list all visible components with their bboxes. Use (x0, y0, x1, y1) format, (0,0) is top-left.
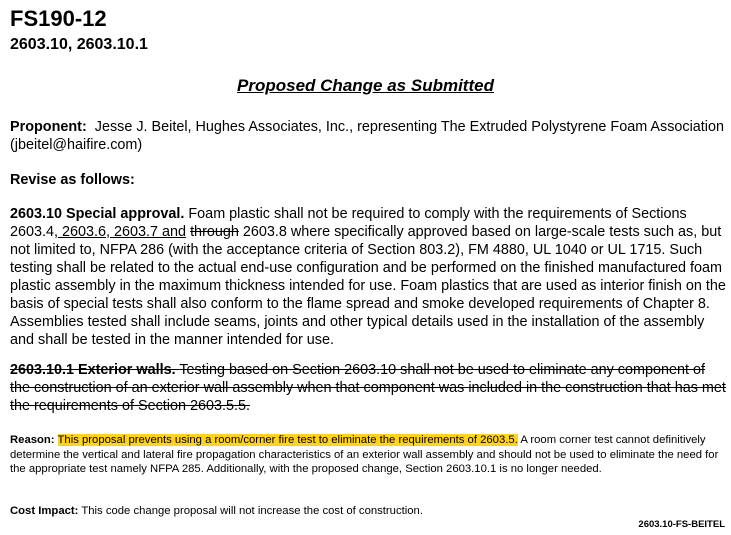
footer-identifier: 2603.10-FS-BEITEL (638, 519, 725, 530)
proposal-code-id: FS190-12 (10, 6, 107, 31)
reason-label: Reason: (10, 434, 55, 446)
special-approval-text-1: Foam plastic shall not be required to comply with the requirements of Sections 2603.4 (10, 206, 687, 240)
proponent-paragraph (10, 118, 726, 154)
section-heading: Proposed Change as Submitted (237, 76, 494, 95)
reason-text: A room corner test cannot definitively determine the vertical and lateral fire propagation characteristics of an exterior wall assembly and should not be used to eliminate the need for the appropriate test namely NFPA 285. Additionally, with the proposed change, Section 2603.10.1 is no longer needed. (10, 434, 719, 475)
exterior-walls-title: 2603.10.1 Exterior walls. (10, 362, 176, 378)
exterior-walls-paragraph (10, 361, 726, 415)
cost-impact-paragraph (10, 504, 726, 519)
cost-impact-text: This code change proposal will not increase the cost of construction. (81, 505, 423, 517)
special-approval-paragraph (10, 205, 726, 349)
proponent-text: Jesse J. Beitel, Hughes Associates, Inc., representing The Extruded Polystyrene Foam Association (jbeitel@haifire.com) (10, 119, 724, 153)
reason-paragraph (10, 433, 726, 477)
revise-instruction: Revise as follows: (10, 172, 135, 188)
inserted-text: , 2603.6, 2603.7 and (54, 224, 187, 240)
special-approval-title: 2603.10 Special approval. (10, 206, 185, 222)
special-approval-text-2: 2603.8 where specifically approved based on large-scale tests such as, but not limited to, NFPA 286 (with the acceptance criteria of Section 803.2), FM 4880, UL 1040 or UL 1715. Such testing shall be related to the actual end-use configuration and be performed on the finished manufactured foam plastic assembly in the maximum thickness intended for use. Foam plastics that are used as interior finish on the basis of special tests shall also conform to the flame spread and smoke developed requirements of Chapter 8. Assemblies tested shall include seams, joints and other typical details used in the installation of the assembly and shall be tested in the manner intended for use. (10, 224, 726, 348)
affected-sections: 2603.10, 2603.10.1 (10, 36, 148, 53)
deleted-text: through (190, 224, 239, 240)
cost-impact-label: Cost Impact: (10, 505, 79, 517)
exterior-walls-text: Testing based on Section 2603.10 shall not be used to eliminate any component of the construction of an exterior wall assembly when that component was included in the construction that has met the requirements of Section 2603.5.5. (10, 362, 726, 414)
proponent-label: Proponent: (10, 119, 87, 135)
reason-highlight: This proposal prevents using a room/corner fire test to eliminate the requirements of 2603.5. (57, 434, 518, 446)
